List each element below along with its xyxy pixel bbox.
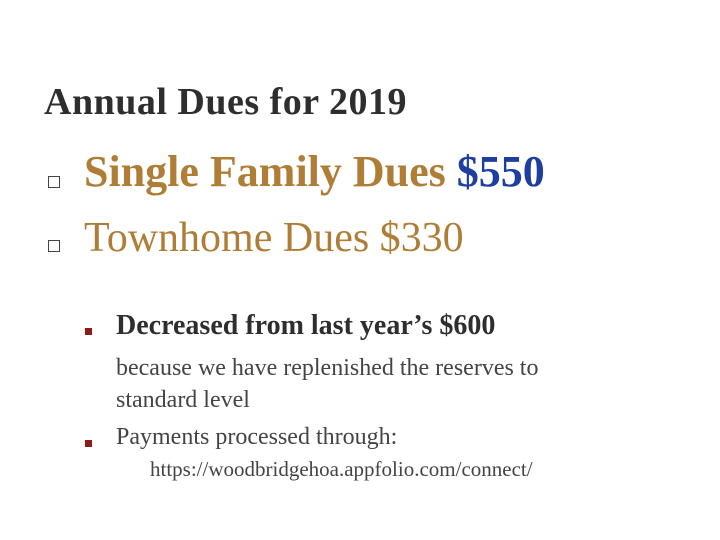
decrease-detail-line-1: because we have replenished the reserves to bbox=[116, 355, 539, 381]
bullet-townhome: Townhome Dues $330 bbox=[84, 215, 464, 261]
single-family-amount: $550 bbox=[456, 147, 545, 196]
checkbox-outline-icon bbox=[48, 240, 60, 252]
bullet-single-family bbox=[84, 146, 545, 197]
square-bullet-icon bbox=[85, 440, 92, 447]
payments-url-link[interactable]: https://woodbridgehoa.appfolio.com/connect/ bbox=[150, 457, 533, 481]
single-family-label: Single Family Dues bbox=[84, 147, 457, 196]
square-bullet-icon bbox=[85, 328, 92, 335]
sub-bullet-payments: Payments processed through: bbox=[116, 424, 398, 450]
slide-title: Annual Dues for 2019 bbox=[44, 81, 407, 123]
checkbox-outline-icon bbox=[48, 176, 60, 188]
sub-bullet-decrease-detail bbox=[116, 352, 538, 416]
decrease-detail-line-2: standard level bbox=[116, 387, 250, 413]
sub-bullet-decrease: Decreased from last year’s $600 bbox=[116, 310, 496, 341]
